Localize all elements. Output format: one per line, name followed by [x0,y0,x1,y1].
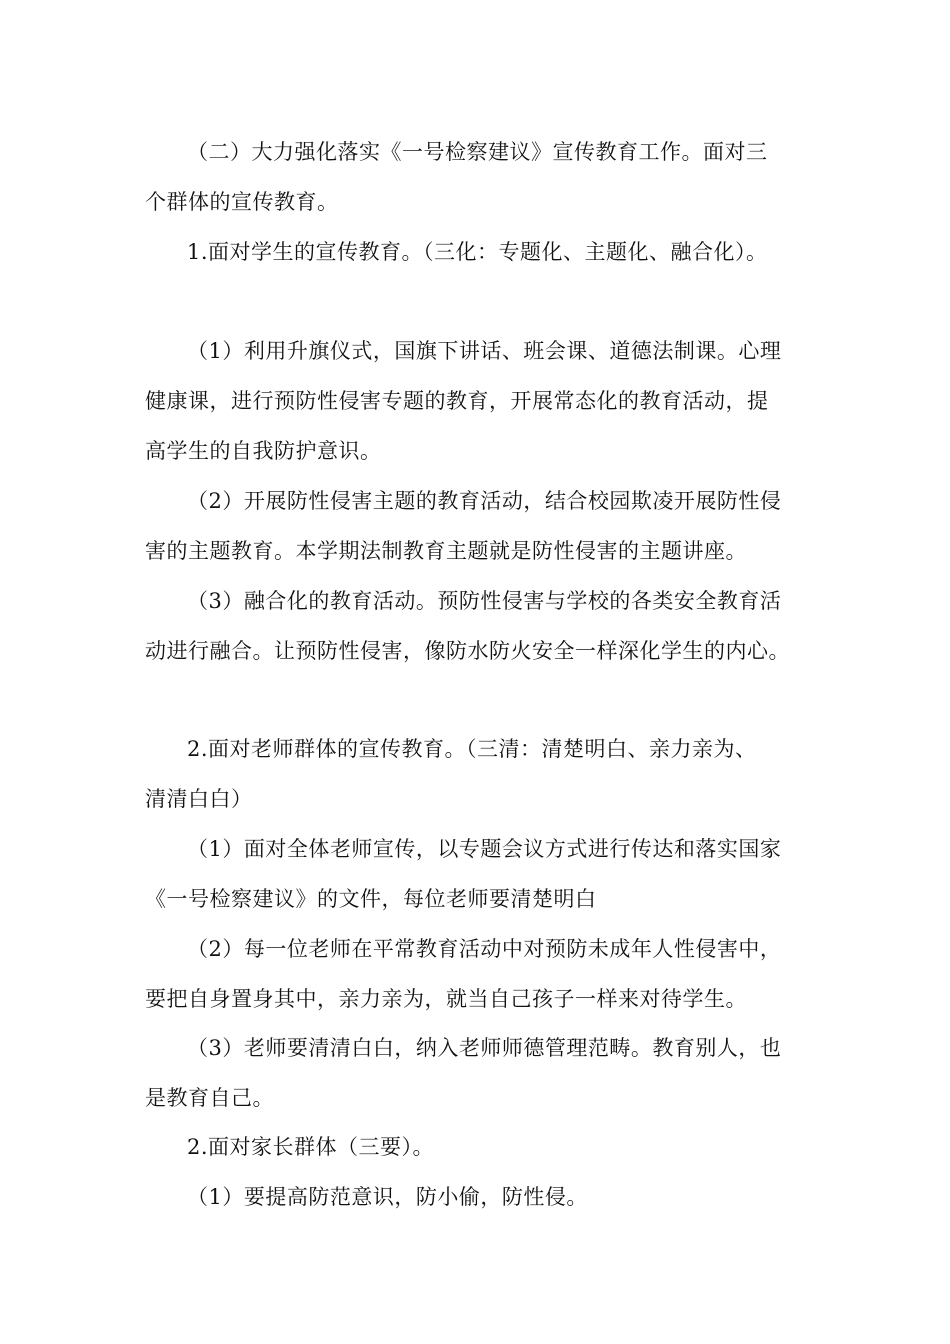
text-line: 清清白白） [145,787,253,811]
paragraph-teachers-item-3 [145,1023,815,1123]
text-line: 高学生的自我防护意识。 [145,439,382,463]
text-line: 1.面对学生的宣传教育。（三化：专题化、主题化、融合化）。 [187,240,768,264]
text-line: 《一号检察建议》的文件，每位老师要清楚明白 [145,887,597,911]
paragraph-parents-heading [145,1122,815,1172]
paragraph-teachers-heading [145,724,815,824]
text-line: 2.面对家长群体（三要）。 [187,1135,435,1159]
text-line: 动进行融合。让预防性侵害，像防水防火安全一样深化学生的内心。 [145,639,790,663]
text-line: 是教育自己。 [145,1086,274,1110]
paragraph-parents-item-1 [145,1172,815,1222]
paragraph-students-item-2 [145,476,815,576]
paragraph-teachers-item-2 [145,924,815,1024]
paragraph-teachers-item-1 [145,824,815,924]
paragraph-students-heading [145,227,815,277]
text-line: 健康课，进行预防性侵害专题的教育，开展常态化的教育活动，提 [145,389,769,413]
text-line: （3）融合化的教育活动。预防性侵害与学校的各类安全教育活 [187,589,782,613]
text-line: 个群体的宣传教育。 [145,190,339,214]
text-line: （二）大力强化落实《一号检察建议》宣传教育工作。面对三 [187,140,768,164]
text-line: 要把自身置身其中，亲力亲为，就当自己孩子一样来对待学生。 [145,987,747,1011]
text-line: （3）老师要清清白白，纳入老师师德管理范畴。教育别人，也 [187,1036,782,1060]
text-line: （1）利用升旗仪式，国旗下讲话、班会课、道德法制课。心理 [187,339,782,363]
paragraph-students-item-3 [145,576,815,676]
text-line: 2.面对老师群体的宣传教育。（三清：清楚明白、亲力亲为、 [187,737,757,761]
paragraph-section-2-heading [145,127,815,227]
paragraph-students-item-1 [145,326,815,476]
text-line: （1）要提高防范意识，防小偷，防性侵。 [187,1185,588,1209]
text-line: （2）每一位老师在平常教育活动中对预防未成年人性侵害中， [187,937,782,961]
text-line: 害的主题教育。本学期法制教育主题就是防性侵害的主题讲座。 [145,539,747,563]
text-line: （1）面对全体老师宣传，以专题会议方式进行传达和落实国家 [187,837,782,861]
text-line: （2）开展防性侵害主题的教育活动，结合校园欺凌开展防性侵 [187,489,782,513]
